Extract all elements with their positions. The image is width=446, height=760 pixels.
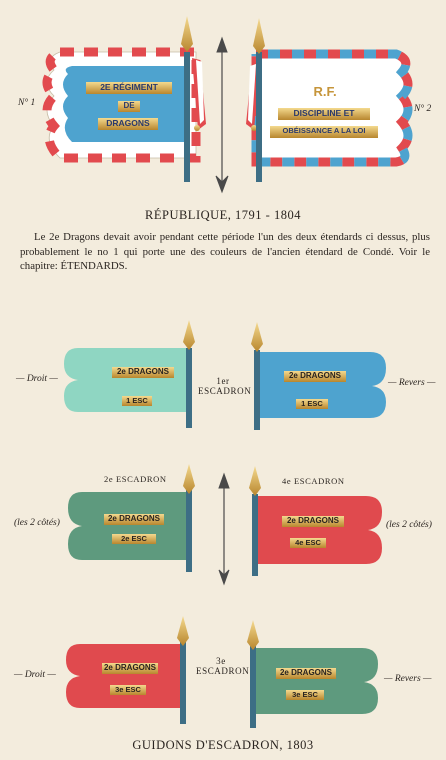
g3r-esc: 3e ESC bbox=[292, 690, 318, 699]
g3r-dragons: 2e DRAGONS bbox=[279, 668, 332, 677]
caption-republique: RÉPUBLIQUE, 1791 - 1804 bbox=[145, 208, 301, 222]
g1-dragons: 2e DRAGONS bbox=[116, 367, 169, 376]
divider-arrow-top bbox=[216, 38, 228, 192]
label-squadron-4: 4e ESCADRON bbox=[282, 476, 345, 486]
g4-dragons: 2e DRAGONS bbox=[286, 516, 339, 525]
standard-2 bbox=[246, 18, 408, 182]
label-both-sides-right: (les 2 côtés) bbox=[386, 520, 432, 530]
flag1-text-3: DRAGONS bbox=[106, 118, 150, 128]
label-revers-1: — Revers — bbox=[388, 378, 436, 388]
flag1-text-2: DE bbox=[123, 101, 135, 110]
flag1-text-1: 2E RÉGIMENT bbox=[100, 82, 158, 92]
g3-esc: 3e ESC bbox=[115, 685, 141, 694]
g4-esc: 4e ESC bbox=[295, 538, 321, 547]
description-paragraph: Le 2e Dragons devait avoir pendant cette période l'un des deux étendards ci dessus, plus probablement le no 1 qui porte une des couleurs de l'ancien étendard de Condé. Voir le chapitre: ÉTENDARDS. bbox=[20, 231, 430, 272]
label-squadron-3: 3e ESCADRON bbox=[196, 656, 250, 676]
standard-2-number: N° 2 bbox=[414, 104, 432, 114]
label-both-sides-left: (les 2 côtés) bbox=[14, 518, 60, 528]
standard-1 bbox=[47, 16, 206, 182]
g2-dragons: 2e DRAGONS bbox=[107, 514, 160, 523]
label-squadron-1: 1er ESCADRON bbox=[198, 376, 252, 396]
flag2-text-1: R.F. bbox=[313, 84, 337, 99]
flag2-finial bbox=[253, 18, 265, 54]
label-revers-3: — Revers — bbox=[384, 674, 432, 684]
flag2-text-2: DISCIPLINE ET bbox=[293, 108, 355, 118]
standard-1-number: N° 1 bbox=[18, 98, 36, 108]
flag1-pole bbox=[184, 52, 190, 182]
label-droit-3: — Droit — bbox=[14, 670, 56, 680]
divider-arrow-middle bbox=[219, 474, 229, 584]
flag2-pole bbox=[256, 52, 262, 182]
caption-guidons: GUIDONS D'ESCADRON, 1803 bbox=[132, 738, 314, 752]
flag2-text-3: OBÉISSANCE A LA LOI bbox=[282, 126, 366, 135]
flag1-finial bbox=[181, 16, 193, 52]
label-squadron-2: 2e ESCADRON bbox=[104, 474, 167, 484]
g1r-dragons: 2e DRAGONS bbox=[288, 371, 341, 380]
g3-dragons: 2e DRAGONS bbox=[103, 663, 156, 672]
g1-esc: 1 ESC bbox=[126, 396, 148, 405]
g2-esc: 2e ESC bbox=[121, 534, 147, 543]
label-droit-1: — Droit — bbox=[16, 374, 58, 384]
g1r-esc: 1 ESC bbox=[301, 399, 323, 408]
